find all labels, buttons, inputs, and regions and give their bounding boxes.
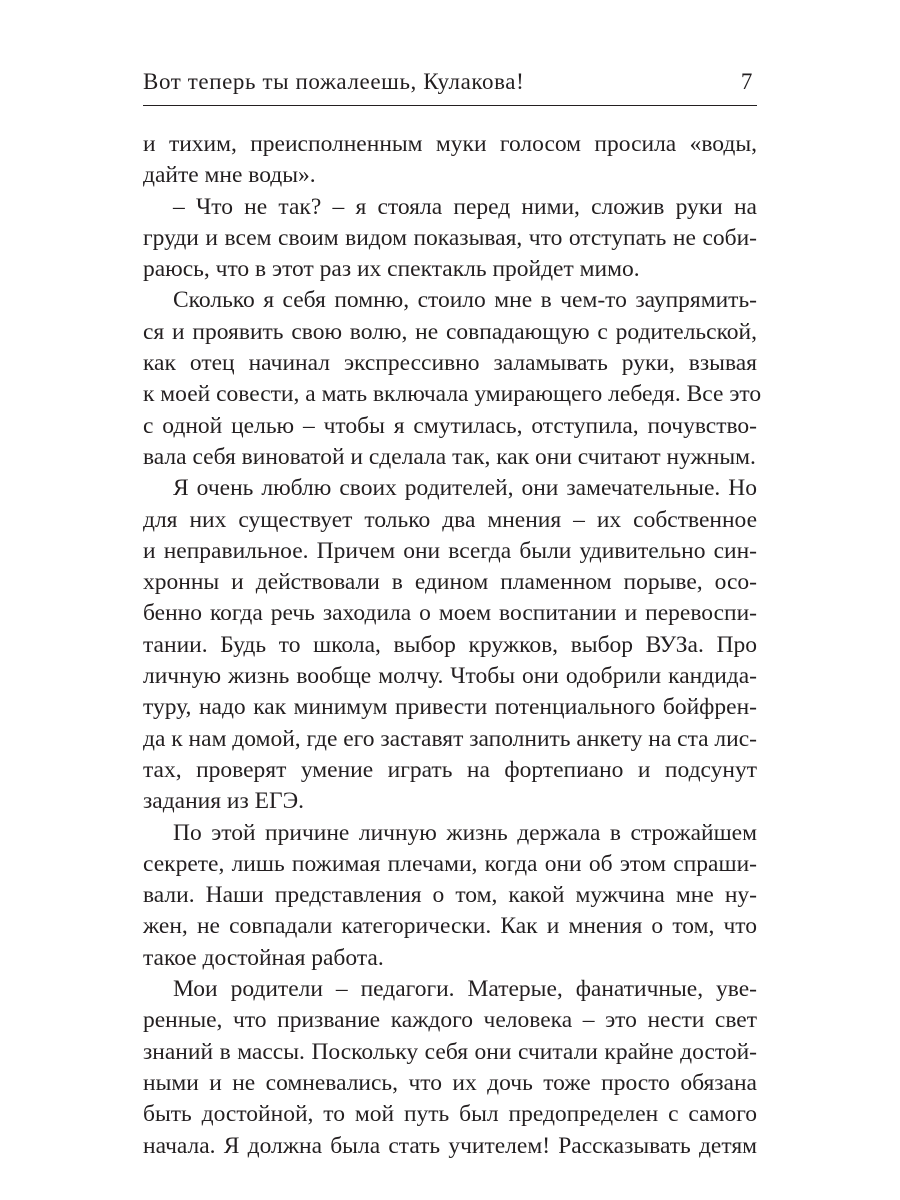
text-line: ренные, что призвание каждого человека – это нести свет <box>143 1007 757 1034</box>
page-number: 7 <box>740 69 753 94</box>
text-line: туру, надо как минимум привести потенциального бойфрен- <box>143 694 757 721</box>
text-line: бенно когда речь заходила о моем воспитании и перевоспи- <box>143 600 757 627</box>
text-line: такое достойная работа. <box>143 944 384 971</box>
text-line: жен, не совпадали категорически. Как и мнения о том, что <box>143 913 757 940</box>
text-line: груди и всем своим видом показывая, что отступать не соби- <box>143 224 757 251</box>
text-line: Сколько я себя помню, стоило мне в чем-то заупрямить- <box>173 287 757 314</box>
text-line: знаний в массы. Поскольку себя они считали крайне достой- <box>143 1038 757 1065</box>
running-head <box>143 68 757 104</box>
text-line: для них существует только два мнения – их собственное <box>143 506 757 533</box>
text-line: и неправильное. Причем они всегда были удивительно син- <box>143 537 757 564</box>
header-rule <box>143 105 757 106</box>
text-line: быть достойной, то мой путь был предопределен с самого <box>143 1101 757 1128</box>
paragraph-6 <box>143 974 757 1162</box>
text-line: вала себя виноватой и сделала так, как они считают нужным. <box>143 443 756 470</box>
text-line: да к нам домой, где его заставят заполнить анкету на ста лис- <box>143 725 757 752</box>
text-line: вали. Наши представления о том, какой мужчина мне ну- <box>143 882 757 909</box>
text-line: к моей совести, а мать включала умирающего лебедя. Все это <box>143 381 762 408</box>
text-line: ся и проявить свою волю, не совпадающую с родительской, <box>143 318 757 345</box>
paragraph-2 <box>143 192 757 286</box>
text-line: – Что не так? – я стояла перед ними, сложив руки на <box>173 193 757 220</box>
text-line: как отец начинал экспрессивно заламывать руки, взывая <box>143 350 757 377</box>
text-line: дайте мне воды». <box>143 162 316 189</box>
text-line: По этой причине личную жизнь держала в строжайшем <box>173 819 757 846</box>
text-line: тании. Будь то школа, выбор кружков, выбор ВУЗа. Про <box>143 631 757 658</box>
text-line: начала. Я должна была стать учителем! Рассказывать детям <box>143 1132 757 1159</box>
text-line: и тихим, преисполненным муки голосом просила «воды, <box>143 131 757 157</box>
text-line: Мои родители – педагоги. Матерые, фанатичные, уве- <box>173 976 757 1003</box>
running-title: Вот теперь ты пожалеешь, Кулакова! <box>143 69 525 94</box>
text-line: раюсь, что в этот раз их спектакль пройдет мимо. <box>143 256 640 283</box>
paragraph-1 <box>143 129 757 192</box>
text-line: Я очень люблю своих родителей, они замечательные. Но <box>173 475 757 502</box>
text-line: задания из ЕГЭ. <box>143 788 305 815</box>
text-line: ными и не сомневались, что их дочь тоже просто обязана <box>143 1069 757 1096</box>
text-line: тах, проверят умение играть на фортепиано и подсунут <box>143 756 757 783</box>
body-text <box>143 129 762 1162</box>
text-line: секрете, лишь пожимая плечами, когда они об этом спраши- <box>143 850 757 877</box>
text-line: с одной целью – чтобы я смутилась, отступила, почувство- <box>143 412 757 439</box>
text-line: хронны и действовали в едином пламенном порыве, осо- <box>143 569 757 596</box>
paragraph-4 <box>143 473 757 817</box>
paragraph-5 <box>143 818 757 974</box>
text-line: личную жизнь вообще молчу. Чтобы они одобрили кандида- <box>143 663 757 690</box>
paragraph-3 <box>143 285 762 473</box>
